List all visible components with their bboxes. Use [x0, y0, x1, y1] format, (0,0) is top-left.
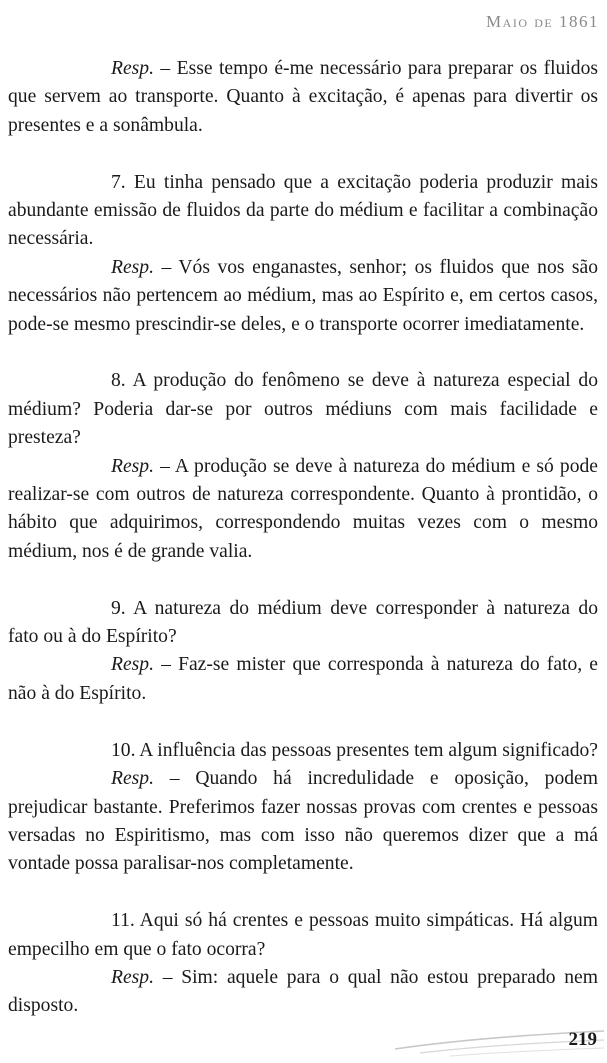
running-head: Maio de 1861	[486, 12, 599, 31]
answer-paragraph	[8, 453, 598, 567]
question-paragraph	[8, 907, 598, 964]
page-body	[8, 55, 598, 1021]
resp-label: Resp.	[111, 654, 154, 676]
answer-paragraph	[8, 651, 598, 708]
paragraph-text: – Quando há incredulidade e oposição, podem prejudicar bastante. Preferimos fazer nossas provas com crentes e pessoas versadas no Espiritismo, mas com isso não queremos dizer que a má vontade possa paralisar-nos completamente.	[8, 768, 598, 875]
resp-label: Resp.	[111, 58, 154, 79]
resp-label: Resp.	[111, 768, 154, 790]
answer-paragraph	[8, 55, 598, 140]
answer-paragraph	[8, 765, 598, 879]
paragraph-text: 11. Aqui só há crentes e pessoas muito simpáticas. Há algum empecilho em que o fato ocorra?	[8, 910, 598, 960]
paragraph-text: 10. A influência das pessoas presentes tem algum significado?	[111, 739, 599, 761]
page-number: 219	[568, 1029, 597, 1050]
resp-label: Resp.	[111, 966, 154, 988]
paragraph-text: – Faz-se mister que corresponda à natureza do fato, e não à do Espírito.	[8, 654, 598, 704]
question-paragraph	[8, 737, 598, 765]
page-footer	[0, 1013, 607, 1063]
question-paragraph	[8, 595, 598, 652]
paragraph-text: – Sim: aquele para o qual não estou preparado nem disposto.	[8, 966, 598, 1017]
question-paragraph	[8, 367, 598, 452]
answer-paragraph	[8, 254, 598, 339]
paragraph-text: 8. A produção do fenômeno se deve à natureza especial do médium? Poderia dar-se por outros médiuns com mais facilidade e presteza?	[8, 370, 598, 449]
paragraph-text: – Esse tempo é-me necessário para preparar os fluidos que servem ao transporte. Quanto à excitação, é apenas para divertir os presentes e a sonâmbula.	[8, 58, 598, 136]
resp-label: Resp.	[111, 455, 154, 477]
question-paragraph	[8, 169, 598, 254]
paragraph-text: – A produção se deve à natureza do médium e só pode realizar-se com outros de natureza correspondente. Quanto à prontidão, o hábito que adquirimos, correspondendo muitas vezes com o mesmo médium, nos é de grande valia.	[8, 455, 598, 562]
swoosh-ornament-icon	[0, 1013, 607, 1063]
paragraph-text: – Vós vos enganastes, senhor; os fluidos que nos são necessários não pertencem ao médium, mas ao Espírito e, em certos casos, pode-se mesmo prescindir-se deles, e o transporte ocorrer imediatamente.	[8, 256, 598, 335]
paragraph-text: 9. A natureza do médium deve corresponder à natureza do fato ou à do Espírito?	[8, 597, 598, 648]
resp-label: Resp.	[111, 256, 154, 278]
paragraph-text: 7. Eu tinha pensado que a excitação poderia produzir mais abundante emissão de fluidos da parte do médium e facilitar a combinação necessária.	[8, 171, 598, 250]
